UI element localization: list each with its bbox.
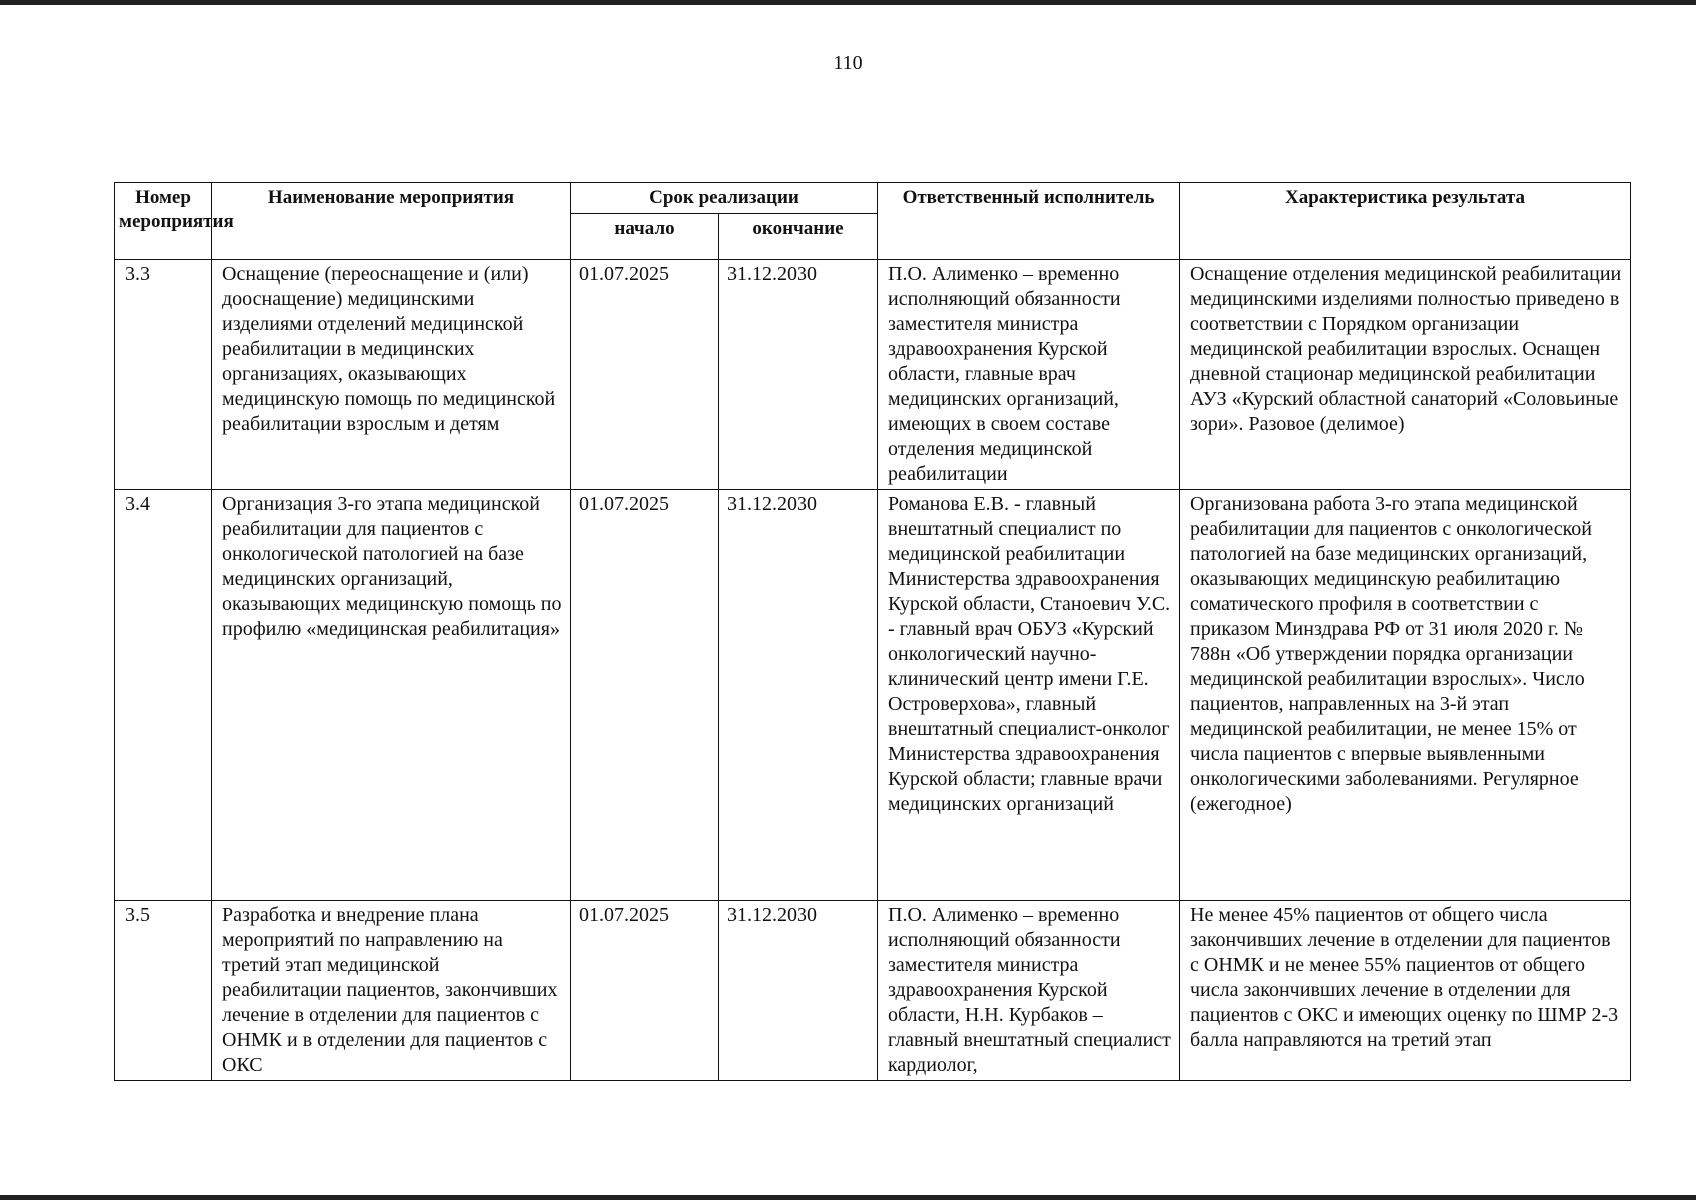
row-responsible: П.О. Алименко – временно исполняющий обязанности заместителя министра здравоохранения Курской области, Н.Н. Курбаков – главный внештатный специалист кардиолог,	[878, 901, 1180, 1081]
table-row	[115, 901, 1631, 1081]
row-end-date: 31.12.2030	[719, 260, 878, 490]
row-result: Организована работа 3-го этапа медицинской реабилитации для пациентов с онкологической патологией на базе медицинских организаций, оказывающих медицинскую реабилитацию соматического профиля в соответствии с приказом Минздрава РФ от 31 июля 2020 г. № 788н «Об утверждении порядка организации медицинской реабилитации взрослых». Число пациентов, направленных на 3-й этап медицинской реабилитации, не менее 15% от числа пациентов с впервые выявленными онкологическими заболеваниями. Регулярное (ежегодное)	[1180, 490, 1631, 901]
row-name: Организация 3-го этапа медицинской реабилитации для пациентов с онкологической патологией на базе медицинских организаций, оказывающих медицинскую помощь по профилю «медицинская реабилитация»	[212, 490, 571, 901]
row-number: 3.4	[115, 490, 212, 901]
header-start: начало	[571, 214, 719, 260]
row-number: 3.3	[115, 260, 212, 490]
table-body	[115, 260, 1631, 1081]
header-period: Срок реализации	[571, 183, 878, 214]
row-responsible: Романова Е.В. - главный внештатный специалист по медицинской реабилитации Министерства здравоохранения Курской области, Станоевич У.С. - главный врач ОБУЗ «Курский онкологический научно-клинический центр имени Г.Е. Островерхова», главный внештатный специалист-онколог Министерства здравоохранения Курской области; главные врачи медицинских организаций	[878, 490, 1180, 901]
header-name: Наименование мероприятия	[212, 183, 571, 260]
header-responsible: Ответственный исполнитель	[878, 183, 1180, 260]
row-start-date: 01.07.2025	[571, 490, 719, 901]
page-number: 110	[833, 52, 863, 74]
row-start-date: 01.07.2025	[571, 260, 719, 490]
row-result: Не менее 45% пациентов от общего числа закончивших лечение в отделении для пациентов с ОНМК и не менее 55% пациентов от общего числа закончивших лечение в отделении для пациентов с ОКС и имеющих оценку по ШМР 2-3 балла направляются на третий этап	[1180, 901, 1631, 1081]
table-row	[115, 260, 1631, 490]
table-header	[115, 183, 1631, 260]
scan-edge-top	[0, 0, 1696, 5]
row-end-date: 31.12.2030	[719, 490, 878, 901]
row-result: Оснащение отделения медицинской реабилитации медицинскими изделиями полностью приведено в соответствии с Порядком организации медицинской реабилитации взрослых. Оснащен дневной стационар медицинской реабилитации АУЗ «Курский областной санаторий «Соловьиные зори». Разовое (делимое)	[1180, 260, 1631, 490]
table-row	[115, 490, 1631, 901]
row-number: 3.5	[115, 901, 212, 1081]
row-start-date: 01.07.2025	[571, 901, 719, 1081]
row-name: Оснащение (переоснащение и (или) дооснащение) медицинскими изделиями отделений медицинской реабилитации в медицинских организациях, оказывающих медицинскую помощь по медицинской реабилитации взрослым и детям	[212, 260, 571, 490]
header-result: Характеристика результата	[1180, 183, 1631, 260]
activities-table	[114, 182, 1631, 1081]
row-end-date: 31.12.2030	[719, 901, 878, 1081]
scan-edge-bottom	[0, 1195, 1696, 1200]
row-responsible: П.О. Алименко – временно исполняющий обязанности заместителя министра здравоохранения Курской области, главные врач медицинских организаций, имеющих в своем составе отделения медицинской реабилитации	[878, 260, 1180, 490]
row-name: Разработка и внедрение плана мероприятий по направлению на третий этап медицинской реабилитации пациентов, закончивших лечение в отделении для пациентов с ОНМК и в отделении для пациентов с ОКС	[212, 901, 571, 1081]
header-number: Номер мероприятия	[115, 183, 212, 260]
header-end: окончание	[719, 214, 878, 260]
